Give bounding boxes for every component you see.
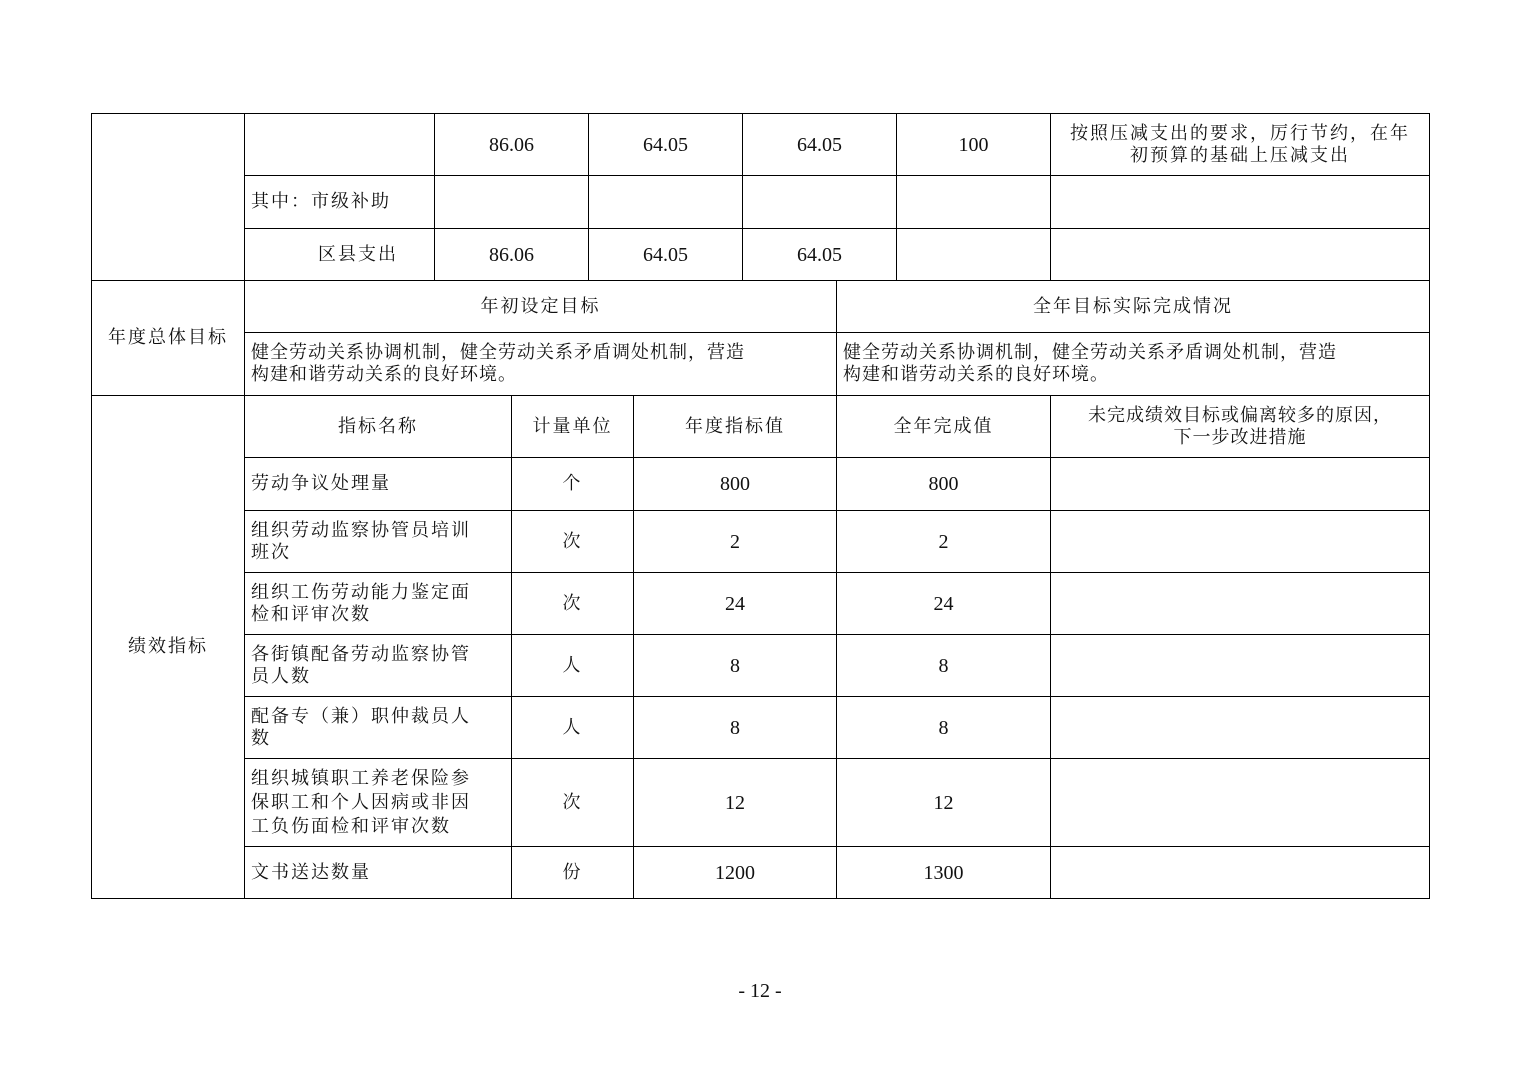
indicator-unit: 份 xyxy=(562,861,583,883)
header-deviation-reason: 未完成绩效目标或偏离较多的原因， 下一步改进措施 xyxy=(1088,404,1392,448)
budget-cell: 64.05 xyxy=(643,243,688,266)
indicator-target: 2 xyxy=(730,530,740,553)
indicator-name: 各街镇配备劳动监察协管 员人数 xyxy=(251,643,471,687)
budget-cell: 64.05 xyxy=(797,133,842,156)
performance-label: 绩效指标 xyxy=(128,636,208,657)
budget-cell: 86.06 xyxy=(489,243,534,266)
indicator-reason xyxy=(1051,458,1429,510)
indicator-target: 1200 xyxy=(715,861,755,884)
indicator-actual: 1300 xyxy=(923,861,964,884)
budget-row-label: 其中：市级补助 xyxy=(251,191,391,212)
goals-label: 年度总体目标 xyxy=(108,327,228,348)
goals-initial-header: 年初设定目标 xyxy=(480,295,601,317)
indicator-name: 组织劳动监察协管员培训 班次 xyxy=(251,519,471,563)
indicator-reason xyxy=(1051,697,1429,758)
budget-cell: 64.05 xyxy=(797,243,842,266)
indicator-name: 组织城镇职工养老保险参 保职工和个人因病或非因 工负伤面检和评审次数 xyxy=(251,767,471,837)
indicator-actual: 24 xyxy=(933,592,954,615)
indicator-target: 8 xyxy=(730,716,740,739)
indicator-name: 劳动争议处理量 xyxy=(251,473,391,494)
indicator-target: 24 xyxy=(725,592,745,615)
budget-cell: 64.05 xyxy=(643,133,688,156)
header-annual-actual: 全年完成值 xyxy=(893,415,994,437)
indicator-target: 800 xyxy=(720,473,750,495)
header-annual-target: 年度指标值 xyxy=(685,415,785,437)
indicator-unit: 人 xyxy=(562,716,583,738)
header-indicator-name: 指标名称 xyxy=(338,415,418,437)
goals-actual-text: 健全劳动关系协调机制，健全劳动关系矛盾调处机制，营造 构建和谐劳动关系的良好环境。 xyxy=(843,342,1337,385)
goals-actual-header: 全年目标实际完成情况 xyxy=(1033,295,1233,317)
goals-initial-text: 健全劳动关系协调机制，健全劳动关系矛盾调处机制，营造 构建和谐劳动关系的良好环境。 xyxy=(251,342,745,385)
indicator-name: 配备专（兼）职仲裁员人 数 xyxy=(251,705,471,749)
indicator-actual: 800 xyxy=(928,473,959,495)
page-number: - 12 - xyxy=(738,980,782,1002)
indicator-reason xyxy=(1051,573,1429,634)
indicator-target: 12 xyxy=(725,791,745,814)
budget-cell: 100 xyxy=(958,133,989,156)
indicator-actual: 8 xyxy=(938,654,949,677)
indicator-unit: 次 xyxy=(562,530,583,552)
indicator-name: 组织工伤劳动能力鉴定面 检和评审次数 xyxy=(251,581,471,625)
indicator-reason xyxy=(1051,847,1429,898)
indicator-reason xyxy=(1051,511,1429,572)
indicator-reason xyxy=(1051,759,1429,846)
header-unit: 计量单位 xyxy=(532,415,613,437)
indicator-unit: 人 xyxy=(562,654,583,676)
indicator-name: 文书送达数量 xyxy=(251,861,371,883)
budget-cell: 86.06 xyxy=(489,133,534,156)
budget-note: 按照压减支出的要求，厉行节约，在年 初预算的基础上压减支出 xyxy=(1070,122,1410,166)
indicator-unit: 次 xyxy=(562,592,583,614)
budget-row-label: 区县支出 xyxy=(318,243,398,265)
budget-row-label xyxy=(245,114,434,175)
indicator-actual: 2 xyxy=(938,530,949,553)
indicator-actual: 12 xyxy=(933,791,954,814)
indicator-unit: 次 xyxy=(562,791,583,813)
indicator-target: 8 xyxy=(730,654,740,677)
indicator-reason xyxy=(1051,635,1429,696)
indicator-unit: 个 xyxy=(562,473,583,494)
indicator-actual: 8 xyxy=(938,716,949,739)
